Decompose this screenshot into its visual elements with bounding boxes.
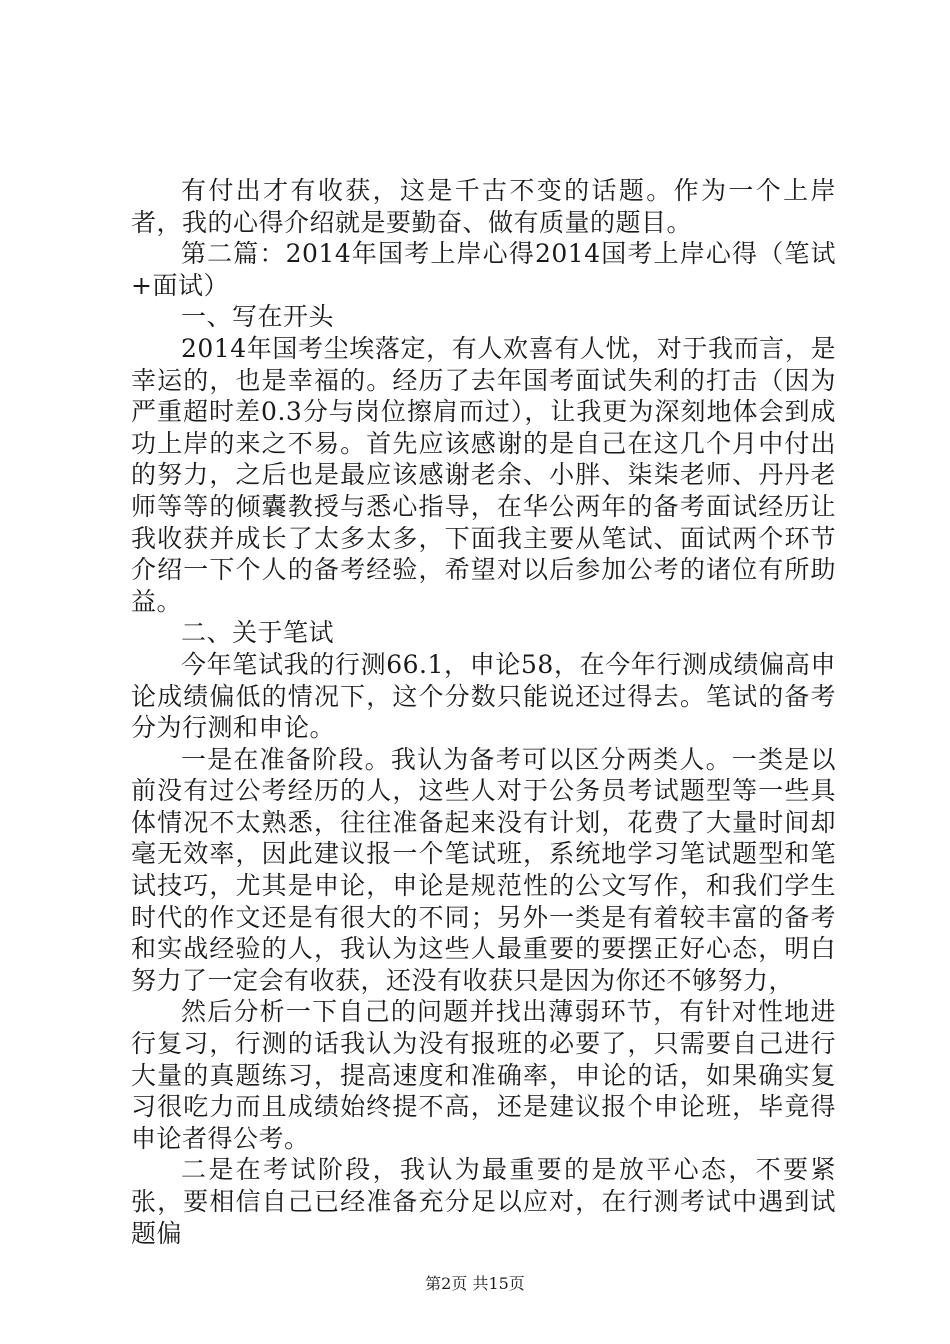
section-heading: 第二篇：2014年国考上岸心得2014国考上岸心得（笔试+面试）: [131, 239, 836, 300]
subheading: 二、关于笔试: [181, 618, 335, 648]
paragraph: 一是在准备阶段。我认为备考可以区分两类人。一类是以前没有过公考经历的人，这些人对于公务员考试题型等一些具体情况不太熟悉，往往准备起来没有计划，花费了大量时间却毫无效率，因此建议报一个笔试班，系统地学习笔试题型和笔试技巧，尤其是申论，申论是规范性的公文写作，和我们学生时代的作文还是有很大的不同；另外一类是有着较丰富的备考和实战经验的人，我认为这些人最重要的要摆正好心态，明白努力了一定会有收获，还没有收获只是因为你还不够努力，: [131, 744, 836, 995]
paragraph: 二是在考试阶段，我认为最重要的是放平心态，不要紧张，要相信自己已经准备充分足以应对，在行测考试中遇到试题偏: [131, 1155, 836, 1248]
paragraph: 有付出才有收获，这是千古不变的话题。作为一个上岸者，我的心得介绍就是要勤奋、做有质量的题目。: [131, 176, 836, 237]
page-number-footer: 第2页 共15页: [425, 1274, 525, 1293]
paragraph: 今年笔试我的行测66.1，申论58，在今年行测成绩偏高申论成绩偏低的情况下，这个分数只能说还过得去。笔试的备考分为行测和申论。: [131, 649, 836, 743]
document-body: [131, 175, 836, 1249]
paragraph: 然后分析一下自己的问题并找出薄弱环节，有针对性地进行复习，行测的话我认为没有报班的必要了，只需要自己进行大量的真题练习，提高速度和准确率，申论的话，如果确实复习很吃力而且成绩始终提不高，还是建议报个申论班，毕竟得申论者得公考。: [131, 997, 836, 1153]
paragraph: 2014年国考尘埃落定，有人欢喜有人忧，对于我而言，是幸运的，也是幸福的。经历了去年国考面试失利的打击（因为严重超时差0.3分与岗位擦肩而过），让我更为深刻地体会到成功上岸的来之不易。首先应该感谢的是自己在这几个月中付出的努力，之后也是最应该感谢老余、小胖、柒柒老师、丹丹老师等等的倾囊教授与悉心指导，在华公两年的备考面试经历让我收获并成长了太多太多，下面我主要从笔试、面试两个环节介绍一下个人的备考经验，希望对以后参加公考的诸位有所助益。: [131, 333, 836, 616]
subheading: 一、写在开头: [181, 302, 335, 332]
